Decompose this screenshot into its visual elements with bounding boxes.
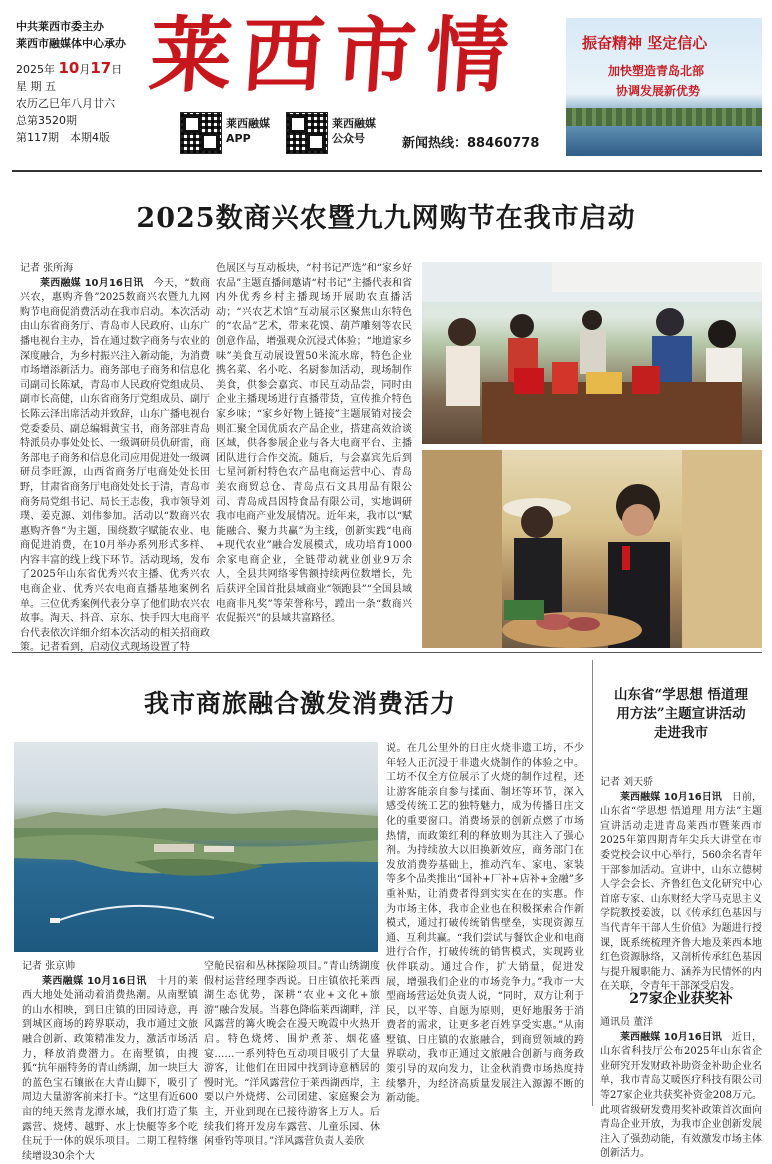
lead-photo-livestream [422, 262, 762, 444]
masthead-info [16, 18, 156, 146]
photo-product-table [482, 362, 742, 444]
sidebar2-byline: 通讯员 董洋 [600, 1017, 654, 1028]
sidebar1-text: 日前，山东省“学思想 悟道理 用方法”主题宣讲活动走进青岛莱西市暨莱西市2025年第四期青年尖兵大讲堂在市委党校会议中心举行，560余名青年干部参加活动。宣讲中，山东立德树人学会会长、齐鲁红色文化研究中心首席专家、山东财经大学马克思主义学院教授姜波，以《传承红色基因与当代青年干部人生价值》为题进行授课，既系统梳理齐鲁大地及莱西本地红色资源脉络，又剖析传承红色基因与提升履职能力、涵养为民情怀的内在关联，令青年干部深受启发。 [600, 791, 763, 993]
article2-photo-lake [14, 742, 378, 952]
sidebar2-text: 近日，山东省科技厅公布2025年山东省企业研究开发财政补助资金补助企业名单，我市青岛艾暖医疗科技有限公司等27家企业共获奖补资金208万元。此项省级研发费用奖补政策首次面向青岛企业开放，为我市企业创新发展注入了强劲动能，有效激发市场主体创新活力。 [600, 1031, 763, 1160]
sidebar2-body [600, 1016, 763, 1160]
photo-boat-wake [50, 906, 214, 923]
newspaper-title: 莱西市情 [146, 8, 522, 104]
wechat-qr-label [332, 116, 376, 146]
app-qr-label-line-2: APP [226, 132, 251, 145]
photo-lakeshore [14, 835, 378, 876]
issue-line: 第117期 本期4版 [16, 131, 110, 144]
banner-slogan-3: 协调发展新优势 [616, 84, 701, 98]
section-divider [12, 652, 762, 653]
lunar-date: 农历乙巳年八月廿六 [16, 97, 115, 110]
date-year-suffix: 年 [44, 63, 55, 76]
sidebar1-headline-line-2: 用方法”主题宣讲活动 [616, 706, 746, 722]
issue-total: 总第3520期 [16, 114, 77, 127]
lead-column-2 [216, 262, 412, 644]
sidebar2-dateline: 莱西融媒 10月16日讯 [620, 1031, 722, 1043]
issue-date [16, 60, 156, 78]
sidebar1-headline [600, 686, 762, 743]
lead-dateline: 莱西融媒 10月16日讯 [40, 277, 144, 289]
wechat-qr-code[interactable] [286, 112, 328, 154]
lead-photo-tasting [422, 450, 762, 648]
lead-body-2: 色展区与互动板块，“村书记严选”和“家乡好农品”主题直播间邀请“村书记”主播代表和省内外优秀乡村主播现场开展助农直播活动；“兴农艺术馆”互动展示区聚焦山东特色的“农品”艺术，带来花馍、葫芦雕刻等农民创意作品，增强观众沉浸式体验；“地道家乡味”美食互动展设置50米流水席，特色企业携名菜、名小吃、名厨参加活动，现场制作美食，供参会嘉宾、市民互动品尝，同时由企业主播现场进行直播带货，宣传推介特色家乡味；“家乡好物上链接”主题展销对接会则汇聚全国优质农产品企业，搭建高效洽谈区域，供各参展企业与各大电商平台、主播团队进行合作交流。随后，与会嘉宾先后到七星河新村特色农产品电商运营中心、青岛美农商贸总仓、青岛点石文具用品有限公司、青岛成昌因特食品有限公司，实地调研我市电商产业发展情况。近年来，我市以“赋能融合、聚力共赢”为主线，创新实践“电商+现代农业”融合发展模式，成功培育1000余家电商企业，全链带动就业创业9万余人，全县共网络零售额持续两位数增长，先后获评全国首批县域商业“领跑县”“全国县域电商非凡奖”等荣誉称号，蹚出一条“数商兴农促振兴”的县域共富路径。 [216, 263, 412, 625]
date-month-suffix: 月 [79, 63, 91, 76]
lead-byline: 记者 张所海 [20, 263, 74, 274]
wechat-qr-label-line-2: 公众号 [332, 132, 365, 145]
sidebar-divider [592, 660, 593, 1106]
article2-body-2: 空舱民宿和丛林探险项目。”青山绣湖度假村运营经理李西说。日庄镇依托莱西湖生态优势，深耕“农业+文化+旅游”融合发展。当暮色降临莱西湖畔，洋风露营的篝火晚会在漫天晚霞中火热开启。特色烧烤、围炉煮茶、烟花盛宴……一系列特色互动项目吸引了大量游客，让他们在田园中找到诗意栖居的慢时光。“洋风露营位于莱西湖西岸，主要以户外烧烤、公司团建、家庭聚会为主，开业到现在已接待游客上万人。后续我们将开发房车露营、儿童乐园、休闲垂钓等项目。”洋风露营负责人姜欣 [204, 961, 380, 1148]
date-day-suffix: 日 [111, 63, 123, 76]
sidebar1-headline-line-1: 山东省“学思想 悟道理 [614, 687, 748, 703]
banner-water-graphic [566, 126, 762, 156]
app-qr-label [226, 116, 270, 146]
lead-body-1: 今天，“数商兴农，惠购齐鲁”2025数商兴农暨九九网购节电商促消费活动在我市启动。本次活动由山东省商务厅、青岛市人民政府、山东广播电视台主办，旨在通过数字商务与农业的深度融合，为乡村振兴注入新动能，为消费市场增添新活力。商务部电子商务和信息化司副司长陈斌，青岛市人民政府党组成员、副市长高健，山东省商务厅党组成员、副厅长陈云泽出席活动并致辞，山东广播电视台党委委员、副总编辑黄宝书，商务部驻青岛特派员办事处处长、一级调研员仇研雷，商务部电子商务和信息化司应用促进处一级调研员李旺源，山西省商务厅电商处处长田野，甘肃省商务厅电商处处长于清，青岛市商务局党组书记、局长王志俊，我市领导刘璞、姜克源、刘伟参加。活动以“数商兴农 惠购齐鲁”为主题，围绕数字赋能农业、电商促进消费，在10月举办系列形式多样、内容丰富的线上线下环节。活动现场，发布了2025年山东省优秀兴农主播、优秀兴农电商企业、优秀兴农电商直播基地案例名单。三位优秀案例代表分享了他们助农兴农故事。淘天、抖音、京东、快手四大电商平台代表依次详细介绍本次活动的相关招商政策。记者看到，启动仪式现场设置了特 [20, 277, 210, 654]
banner-slogan-1: 振奋精神 坚定信心 [582, 34, 708, 52]
lead-headline: 2025数商兴农暨九九网购节在我市启动 [136, 203, 636, 234]
date-year: 2025 [16, 63, 44, 76]
sidebar2-headline: 27家企业获奖补 [629, 991, 733, 1007]
article2-byline: 记者 张京帅 [22, 961, 76, 972]
photo-tent-structure [422, 262, 762, 302]
masthead [0, 0, 772, 180]
sponsor-line-1: 中共莱西市委主办 [16, 20, 104, 33]
sidebar1-byline: 记者 刘天骄 [600, 777, 654, 788]
date-month: 10 [58, 59, 80, 77]
wechat-qr-label-line-1: 莱西融媒 [332, 117, 376, 130]
slogan-banner [566, 18, 762, 156]
app-qr-label-line-1: 莱西融媒 [226, 117, 270, 130]
article2-column-2 [204, 960, 380, 1148]
sidebar1-headline-line-3: 走进我市 [654, 725, 708, 741]
app-qr-code[interactable] [180, 112, 222, 154]
banner-trees-graphic [566, 108, 762, 126]
lead-column-1 [20, 262, 210, 654]
masthead-divider [12, 170, 762, 172]
news-hotline: 新闻热线：88460778 [402, 136, 540, 151]
article2-body-3: 说。在几公里外的日庄火烧非遗工坊，不少年轻人正沉浸于非遗火烧制作的体验之中。工坊不仅全方位展示了火烧的制作过程，还让游客能亲自参与揉面、制坯等环节，深入感受传统工艺的独特魅力，成为传播日庄文化的重要窗口。消费场景的创新点燃了市场热情，而政策红利的释放则为其注入了强心剂。为持续放大以旧换新效应，商务部门在发放消费券基础上，推动汽车、家电、家装等多个品类推出“国补+厂补+店补+金融”多重补贴，让消费者得到实实在在的实惠。作为市场主体，我市企业也在积极探索合作新模式，通过打破传统销售壁垒，实现资源互通、互利共赢。“我们尝试与餐饮企业和电商进行合作，打破传统的销售模式，实现跨业伙伴联动。通过合作，扩大销量，促进发展，增强我们企业的市场竞争力。”我市一大型商场营运处负责人说，“同时，双方让利于民，以平等、自愿为原则，更好地服务于消费者的需求，让更多老百姓享受实惠。”从南墅镇、日庄镇的农旅融合，到商贸领域的跨界联动，我市正通过文旅融合创新与商务政策引导的双向发力，让金秋消费市场热度持续攀升，为经济高质量发展注入源源不断的新动能。 [386, 743, 584, 1105]
article2-body-1: 十月的莱西大地处处涌动着消费热潮。从南墅镇的山水相映，到日庄镇的田园诗意，再到城区商场的跨界联动，我市通过文旅融合创新、政策精准发力，激活市场活力，释放消费潜力。在南墅镇，由搜狐“抗年丽特务的青山绣湖，加一块巨大的蓝色宝石镶嵌在大青山脚下，吸引了周边大量游客前来打卡。“这里有近600亩的纯天然青龙潭水域，我们打造了集露营、烧烤、越野、水上快艇等多个吃住玩于一体的娱乐项目。二期工程特继续增设30余个大 [22, 975, 199, 1162]
weekday: 星 期 五 [16, 80, 56, 93]
sidebar1-body [600, 776, 763, 993]
sidebar1-dateline: 莱西融媒 10月16日讯 [620, 791, 722, 803]
article2-dateline: 莱西融媒 10月16日讯 [42, 975, 147, 987]
date-day: 17 [90, 59, 112, 77]
article2-column-1 [22, 960, 199, 1162]
article2-headline: 我市商旅融合激发消费活力 [143, 689, 456, 718]
article2-column-3 [386, 742, 584, 1106]
sponsor-line-2: 莱西市融媒体中心承办 [16, 37, 126, 50]
banner-slogan-2: 加快塑造青岛北部 [608, 64, 705, 78]
